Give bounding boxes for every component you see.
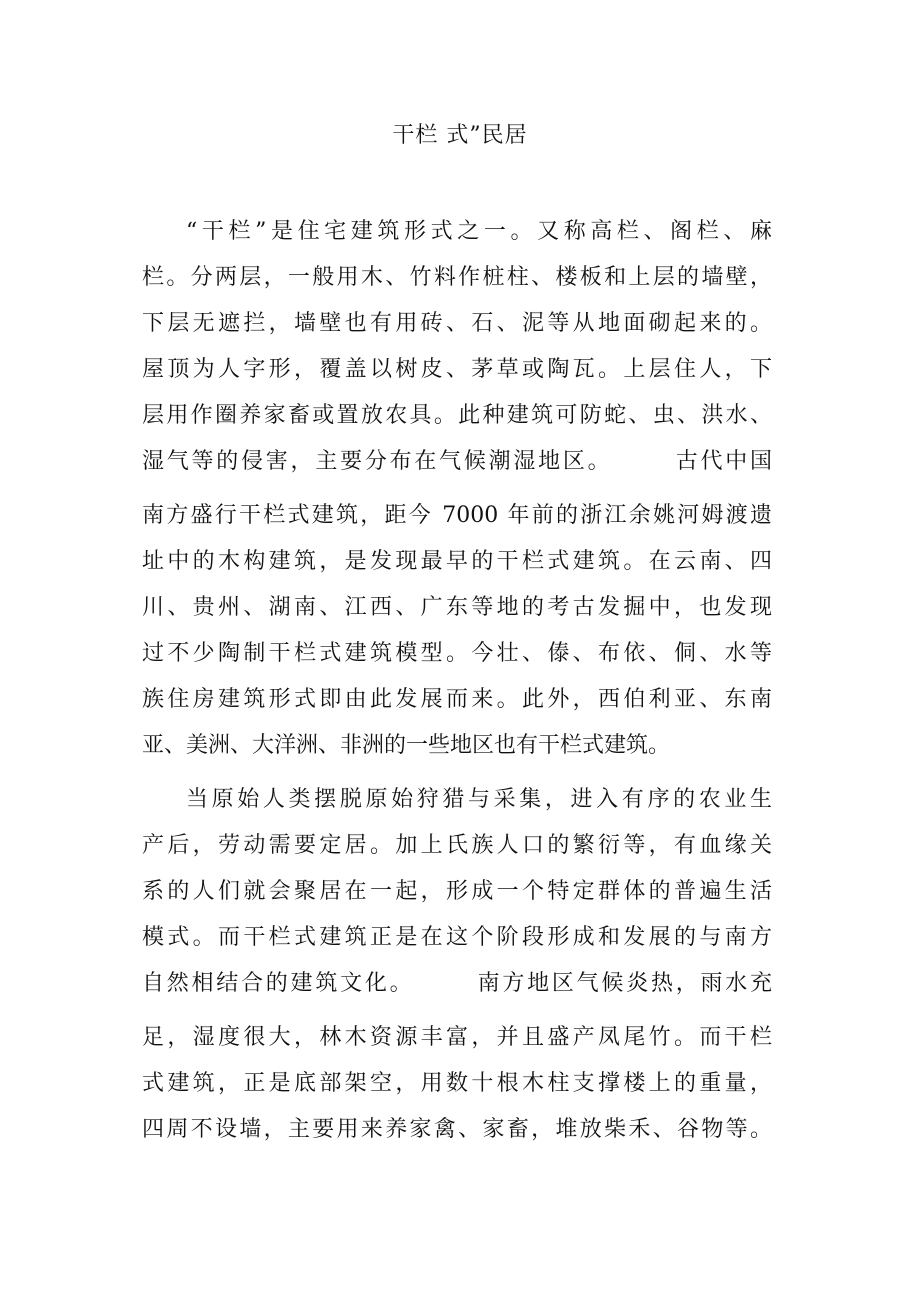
- text-line: 过不少陶制干栏式建筑模型。今壮、傣、布依、侗、水等: [142, 641, 772, 666]
- text-line: 屋顶为人字形，覆盖以树皮、茅草或陶瓦。上层住人，下: [142, 357, 772, 382]
- text-line: 模式。而干栏式建筑正是在这个阶段形成和发展的与南方: [142, 925, 772, 950]
- text-line: 式建筑，正是底部架空，用数十根木柱支撑楼上的重量，: [142, 1071, 772, 1096]
- text-line: 足，湿度很大，林木资源丰富，并且盛产凤尾竹。而干栏: [142, 1025, 772, 1050]
- text-line: 址中的木构建筑，是发现最早的干栏式建筑。在云南、四: [142, 549, 772, 574]
- text-line: 四周不设墙，主要用来养家禽、家畜，堆放柴禾、谷物等。: [142, 1117, 772, 1142]
- text-line: 湿气等的侵害，主要分布在气候潮湿地区。 古代中国: [142, 449, 772, 474]
- text-line: 当原始人类摆脱原始狩猎与采集，进入有序的农业生: [186, 787, 772, 812]
- text-line: “干栏”是住宅建筑形式之一。又称高栏、阁栏、麻: [186, 219, 772, 244]
- text-line: 系的人们就会聚居在一起，形成一个特定群体的普遍生活: [142, 879, 772, 904]
- text-line: 亚、美洲、大洋洲、非洲的一些地区也有干栏式建筑。: [142, 733, 671, 758]
- text-line: 族住房建筑形式即由此发展而来。此外，西伯利亚、东南: [142, 687, 772, 712]
- text-line: 栏。分两层，一般用木、竹料作桩柱、楼板和上层的墙壁，: [142, 265, 772, 290]
- page-title: 干栏 式”民居: [392, 123, 528, 148]
- text-line: 产后，劳动需要定居。加上氏族人口的繁衍等，有血缘关: [142, 833, 772, 858]
- text-line: 川、贵州、湖南、江西、广东等地的考古发掘中，也发现: [142, 595, 772, 620]
- text-line: 下层无遮拦，墙壁也有用砖、石、泥等从地面砌起来的。: [142, 311, 772, 336]
- text-line: 南方盛行干栏式建筑，距今 7000 年前的浙江余姚河姆渡遗: [142, 503, 772, 528]
- text-line: 层用作圈养家畜或置放农具。此种建筑可防蛇、虫、洪水、: [142, 403, 772, 428]
- text-line: 自然相结合的建筑文化。 南方地区气候炎热，雨水充: [142, 971, 772, 996]
